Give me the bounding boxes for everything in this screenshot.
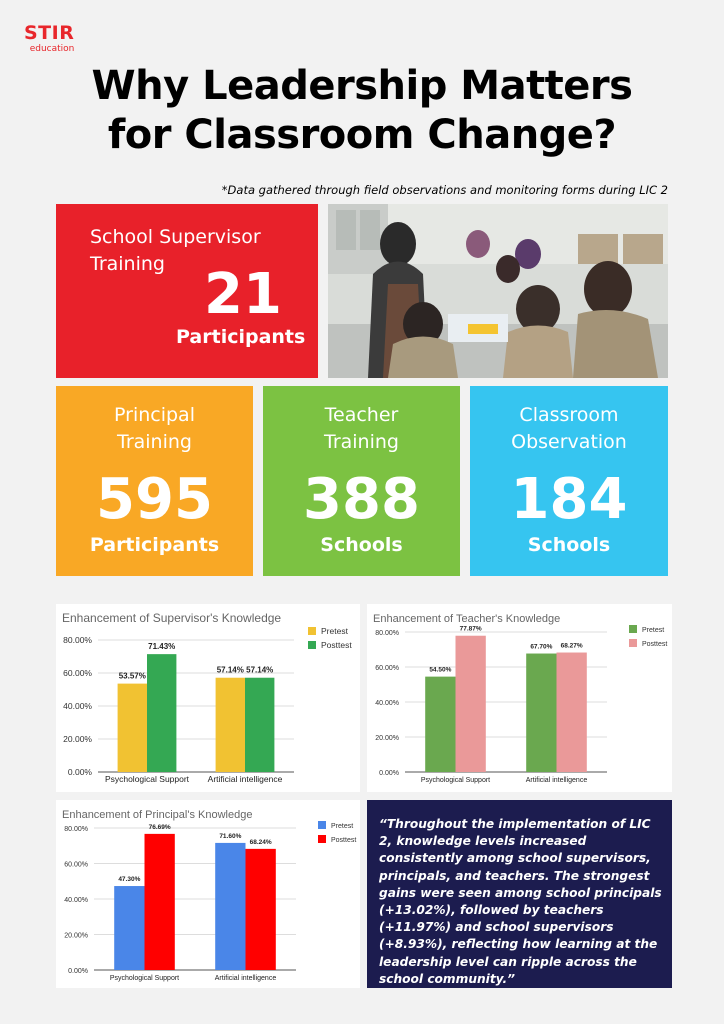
title-line-1: Why Leadership Matters — [91, 63, 633, 109]
data-label: 53.57% — [118, 671, 146, 681]
bar-posttest — [245, 678, 274, 772]
supervisor-chart-panel — [56, 604, 360, 792]
y-tick-label: 80.00% — [64, 826, 88, 833]
y-tick-label: 40.00% — [63, 701, 92, 711]
x-tick-label: Artificial intelligence — [525, 777, 588, 784]
legend-label: Posttest — [321, 640, 352, 650]
x-tick-label: Psychological Support — [104, 774, 190, 784]
y-tick-label: 20.00% — [63, 734, 92, 744]
legend-swatch — [629, 639, 637, 647]
y-tick-label: 80.00% — [375, 630, 399, 637]
principal-chart-panel — [56, 800, 360, 988]
principal-label: Principal Training — [114, 404, 195, 453]
data-source-note: *Data gathered through field observations and monitoring forms during LIC 2 — [221, 183, 668, 197]
classroom-unit: Schools — [527, 534, 611, 556]
legend-label: Pretest — [331, 823, 354, 830]
legend-swatch — [318, 835, 326, 843]
legend-swatch — [308, 627, 316, 635]
supervisor-count: 21 — [204, 262, 282, 327]
bar-pretest — [215, 843, 245, 970]
data-label: 71.60% — [219, 832, 242, 840]
legend-swatch — [308, 641, 316, 649]
x-tick-label: Psychological Support — [420, 777, 491, 784]
bar-posttest — [456, 636, 486, 772]
chart-title: Enhancement of Supervisor's Knowledge — [62, 611, 282, 625]
chart-title: Enhancement of Teacher's Knowledge — [373, 613, 561, 625]
chart-title: Enhancement of Principal's Knowledge — [62, 809, 253, 821]
bar-pretest — [425, 677, 455, 772]
data-label: 57.14% — [216, 665, 244, 675]
classroom-photo — [328, 204, 668, 378]
data-label: 47.30% — [118, 876, 141, 884]
principal-training-tile — [56, 386, 253, 576]
teacher-training-tile — [263, 386, 460, 576]
classroom-photo-illustration — [328, 204, 668, 378]
bar-pretest — [118, 684, 147, 772]
y-tick-label: 80.00% — [63, 635, 92, 645]
y-tick-label: 40.00% — [64, 897, 88, 904]
y-tick-label: 0.00% — [379, 770, 399, 777]
teacher-chart-panel — [367, 604, 672, 792]
legend-swatch — [318, 821, 326, 829]
legend-swatch — [629, 625, 637, 633]
teacher-count: 388 — [303, 467, 420, 532]
y-tick-label: 0.00% — [68, 968, 88, 975]
data-label: 57.14% — [246, 665, 274, 675]
data-label: 68.27% — [560, 642, 583, 650]
data-label: 68.24% — [249, 838, 272, 846]
y-tick-label: 60.00% — [375, 665, 399, 672]
summary-quote: “Throughout the implementation of LIC 2, knowledge levels increased consistently among school supervisors, principals, and teachers. The strongest gains were seen among school principals (+13.02%), followed by teachers (+11.97%) and school supervisors (+8.93%), reflecting how learning at the leadership level can ripple across the school community.” — [367, 800, 672, 988]
supervisor-unit: Participants — [176, 326, 306, 348]
y-tick-label: 60.00% — [63, 668, 92, 678]
bar-posttest — [246, 849, 276, 970]
supervisor-label: School Supervisor Training — [90, 226, 261, 275]
y-tick-label: 40.00% — [375, 700, 399, 707]
x-tick-label: Psychological Support — [109, 975, 180, 982]
data-label: 77.87% — [459, 625, 482, 633]
x-tick-label: Artificial intelligence — [207, 774, 283, 784]
legend-label: Pretest — [321, 626, 348, 636]
classroom-count: 184 — [510, 467, 628, 532]
legend-label: Posttest — [642, 641, 668, 648]
y-tick-label: 60.00% — [64, 861, 88, 869]
teacher-unit: Schools — [320, 534, 403, 556]
supervisor-training-tile — [56, 204, 318, 378]
principal-count: 595 — [96, 467, 213, 532]
classroom-label: Classroom Observation — [511, 404, 627, 453]
bar-pretest — [216, 678, 245, 772]
bar-pretest — [114, 886, 144, 970]
page-title — [0, 62, 724, 160]
bar-posttest — [145, 834, 175, 970]
legend-label: Posttest — [331, 837, 357, 844]
classroom-observation-tile — [470, 386, 668, 576]
bar-pretest — [526, 654, 556, 772]
logo-wordmark: STIR — [24, 22, 75, 44]
x-tick-label: Artificial intelligence — [214, 975, 277, 982]
teacher-knowledge-chart — [367, 604, 672, 792]
y-tick-label: 0.00% — [67, 767, 92, 777]
principal-knowledge-chart — [56, 800, 360, 988]
data-label: 76.69% — [148, 823, 171, 831]
title-line-2: for Classroom Change? — [107, 112, 617, 158]
teacher-label: Teacher Training — [324, 404, 399, 453]
logo-tagline: education — [29, 44, 75, 54]
principal-unit: Participants — [89, 534, 220, 556]
bar-posttest — [147, 654, 176, 772]
supervisor-knowledge-chart — [56, 604, 360, 792]
stir-logo — [24, 24, 74, 54]
data-label: 71.43% — [148, 642, 176, 652]
data-label: 54.50% — [429, 666, 452, 674]
data-label: 67.70% — [530, 643, 553, 651]
bar-posttest — [557, 653, 587, 772]
y-tick-label: 20.00% — [375, 735, 399, 742]
y-tick-label: 20.00% — [64, 932, 88, 940]
legend-label: Pretest — [642, 627, 665, 634]
